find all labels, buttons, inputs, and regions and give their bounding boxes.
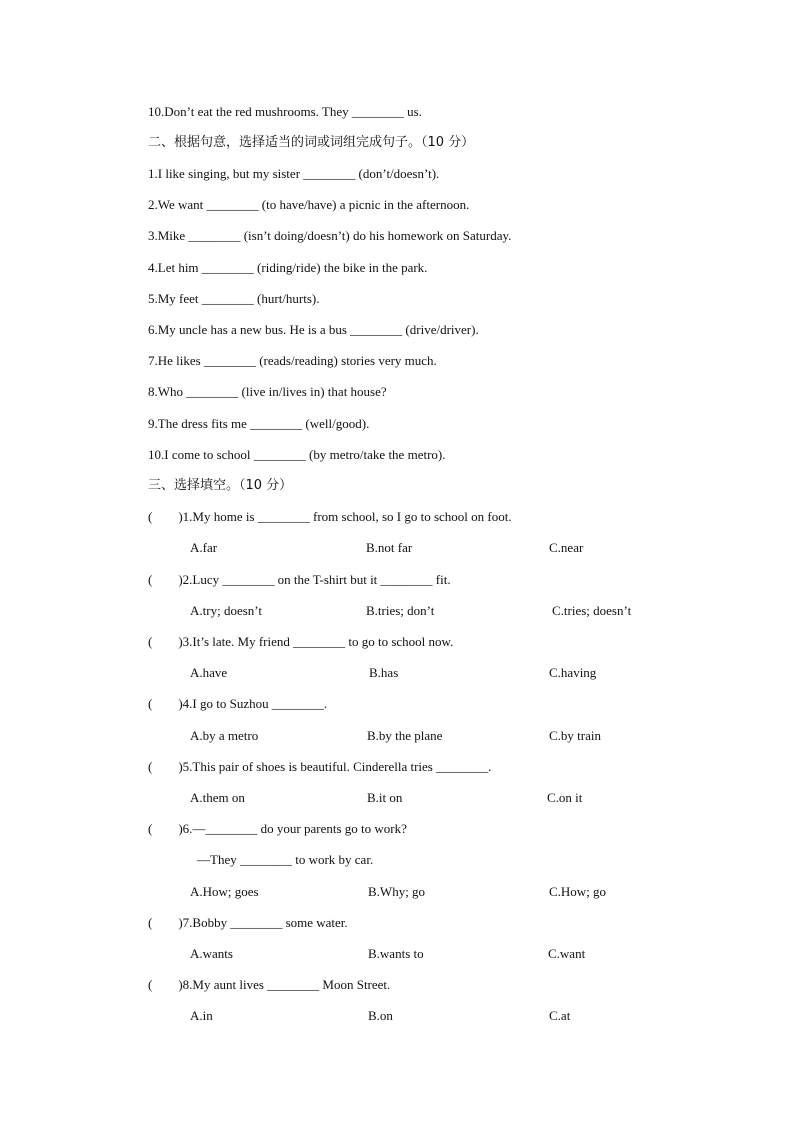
- sec3-q6-option-a: A.How; goes: [190, 884, 259, 899]
- sec3-q4-option-a: A.by a metro: [190, 728, 259, 743]
- sec3-q2-stem: ( )2.Lucy ________ on the T-shirt but it ________ fit.: [148, 572, 451, 587]
- sec3-q3-option-a: A.have: [190, 665, 228, 680]
- sec3-q6-stem: ( )6.—________ do your parents go to work?: [148, 821, 407, 836]
- sec2-item-4: 4.Let him ________ (riding/ride) the bike in the park.: [148, 260, 428, 275]
- sec3-q6-option-b: B.Why; go: [368, 884, 426, 899]
- sec3-q5-option-b: B.it on: [367, 790, 403, 805]
- sec3-q2-option-c: C.tries; doesn’t: [552, 603, 632, 618]
- sec3-q6-option-c: C.How; go: [549, 884, 607, 899]
- sec3-q7-option-c: C.want: [548, 946, 586, 961]
- sec2-item-2: 2.We want ________ (to have/have) a picnic in the afternoon.: [148, 197, 470, 212]
- sec3-q5-stem: ( )5.This pair of shoes is beautiful. Cinderella tries ________.: [148, 759, 492, 774]
- sec3-q5-option-c: C.on it: [547, 790, 583, 805]
- sec3-q1-option-a: A.far: [190, 540, 218, 555]
- sec2-item-1: 1.I like singing, but my sister ________ (don’t/doesn’t).: [148, 166, 440, 181]
- sec3-q3-stem: ( )3.It’s late. My friend ________ to go to school now.: [148, 634, 454, 649]
- sec2-item-6: 6.My uncle has a new bus. He is a bus ________ (drive/driver).: [148, 322, 479, 337]
- sec3-q7-stem: ( )7.Bobby ________ some water.: [148, 915, 348, 930]
- sec3-q3-option-b: B.has: [369, 665, 399, 680]
- sec2-item-7: 7.He likes ________ (reads/reading) stories very much.: [148, 353, 437, 368]
- sec3-q2-option-a: A.try; doesn’t: [190, 603, 262, 618]
- sec2-item-9: 9.The dress fits me ________ (well/good).: [148, 416, 370, 431]
- sec3-q7-option-a: A.wants: [190, 946, 233, 961]
- sec3-q1-option-c: C.near: [549, 540, 584, 555]
- sec3-q2-option-b: B.tries; don’t: [366, 603, 435, 618]
- sec2-item-3: 3.Mike ________ (isn’t doing/doesn’t) do his homework on Saturday.: [148, 228, 512, 243]
- sec3-q8-option-c: C.at: [549, 1008, 571, 1023]
- sec3-q4-option-b: B.by the plane: [367, 728, 443, 743]
- sec3-q8-option-b: B.on: [368, 1008, 393, 1023]
- sec3-q8-stem: ( )8.My aunt lives ________ Moon Street.: [148, 977, 391, 992]
- sec3-q6-stem-reply: —They ________ to work by car.: [197, 852, 374, 867]
- sec3-q1-stem: ( )1.My home is ________ from school, so I go to school on foot.: [148, 509, 512, 524]
- sec3-q5-option-a: A.them on: [190, 790, 245, 805]
- section-2-heading: 二、根据句意，选择适当的词或词组完成句子。（10 分）: [148, 135, 475, 150]
- sec3-q4-option-c: C.by train: [549, 728, 601, 743]
- question-10-sec1: 10.Don’t eat the red mushrooms. They ________ us.: [148, 104, 422, 119]
- sec2-item-5: 5.My feet ________ (hurt/hurts).: [148, 291, 320, 306]
- sec3-q3-option-c: C.having: [549, 665, 597, 680]
- section-3-heading: 三、选择填空。（10 分）: [148, 478, 293, 493]
- sec3-q4-stem: ( )4.I go to Suzhou ________.: [148, 696, 328, 711]
- sec2-item-10: 10.I come to school ________ (by metro/take the metro).: [148, 447, 446, 462]
- sec3-q8-option-a: A.in: [190, 1008, 213, 1023]
- sec3-q1-option-b: B.not far: [366, 540, 413, 555]
- sec2-item-8: 8.Who ________ (live in/lives in) that house?: [148, 384, 387, 399]
- sec3-q7-option-b: B.wants to: [368, 946, 424, 961]
